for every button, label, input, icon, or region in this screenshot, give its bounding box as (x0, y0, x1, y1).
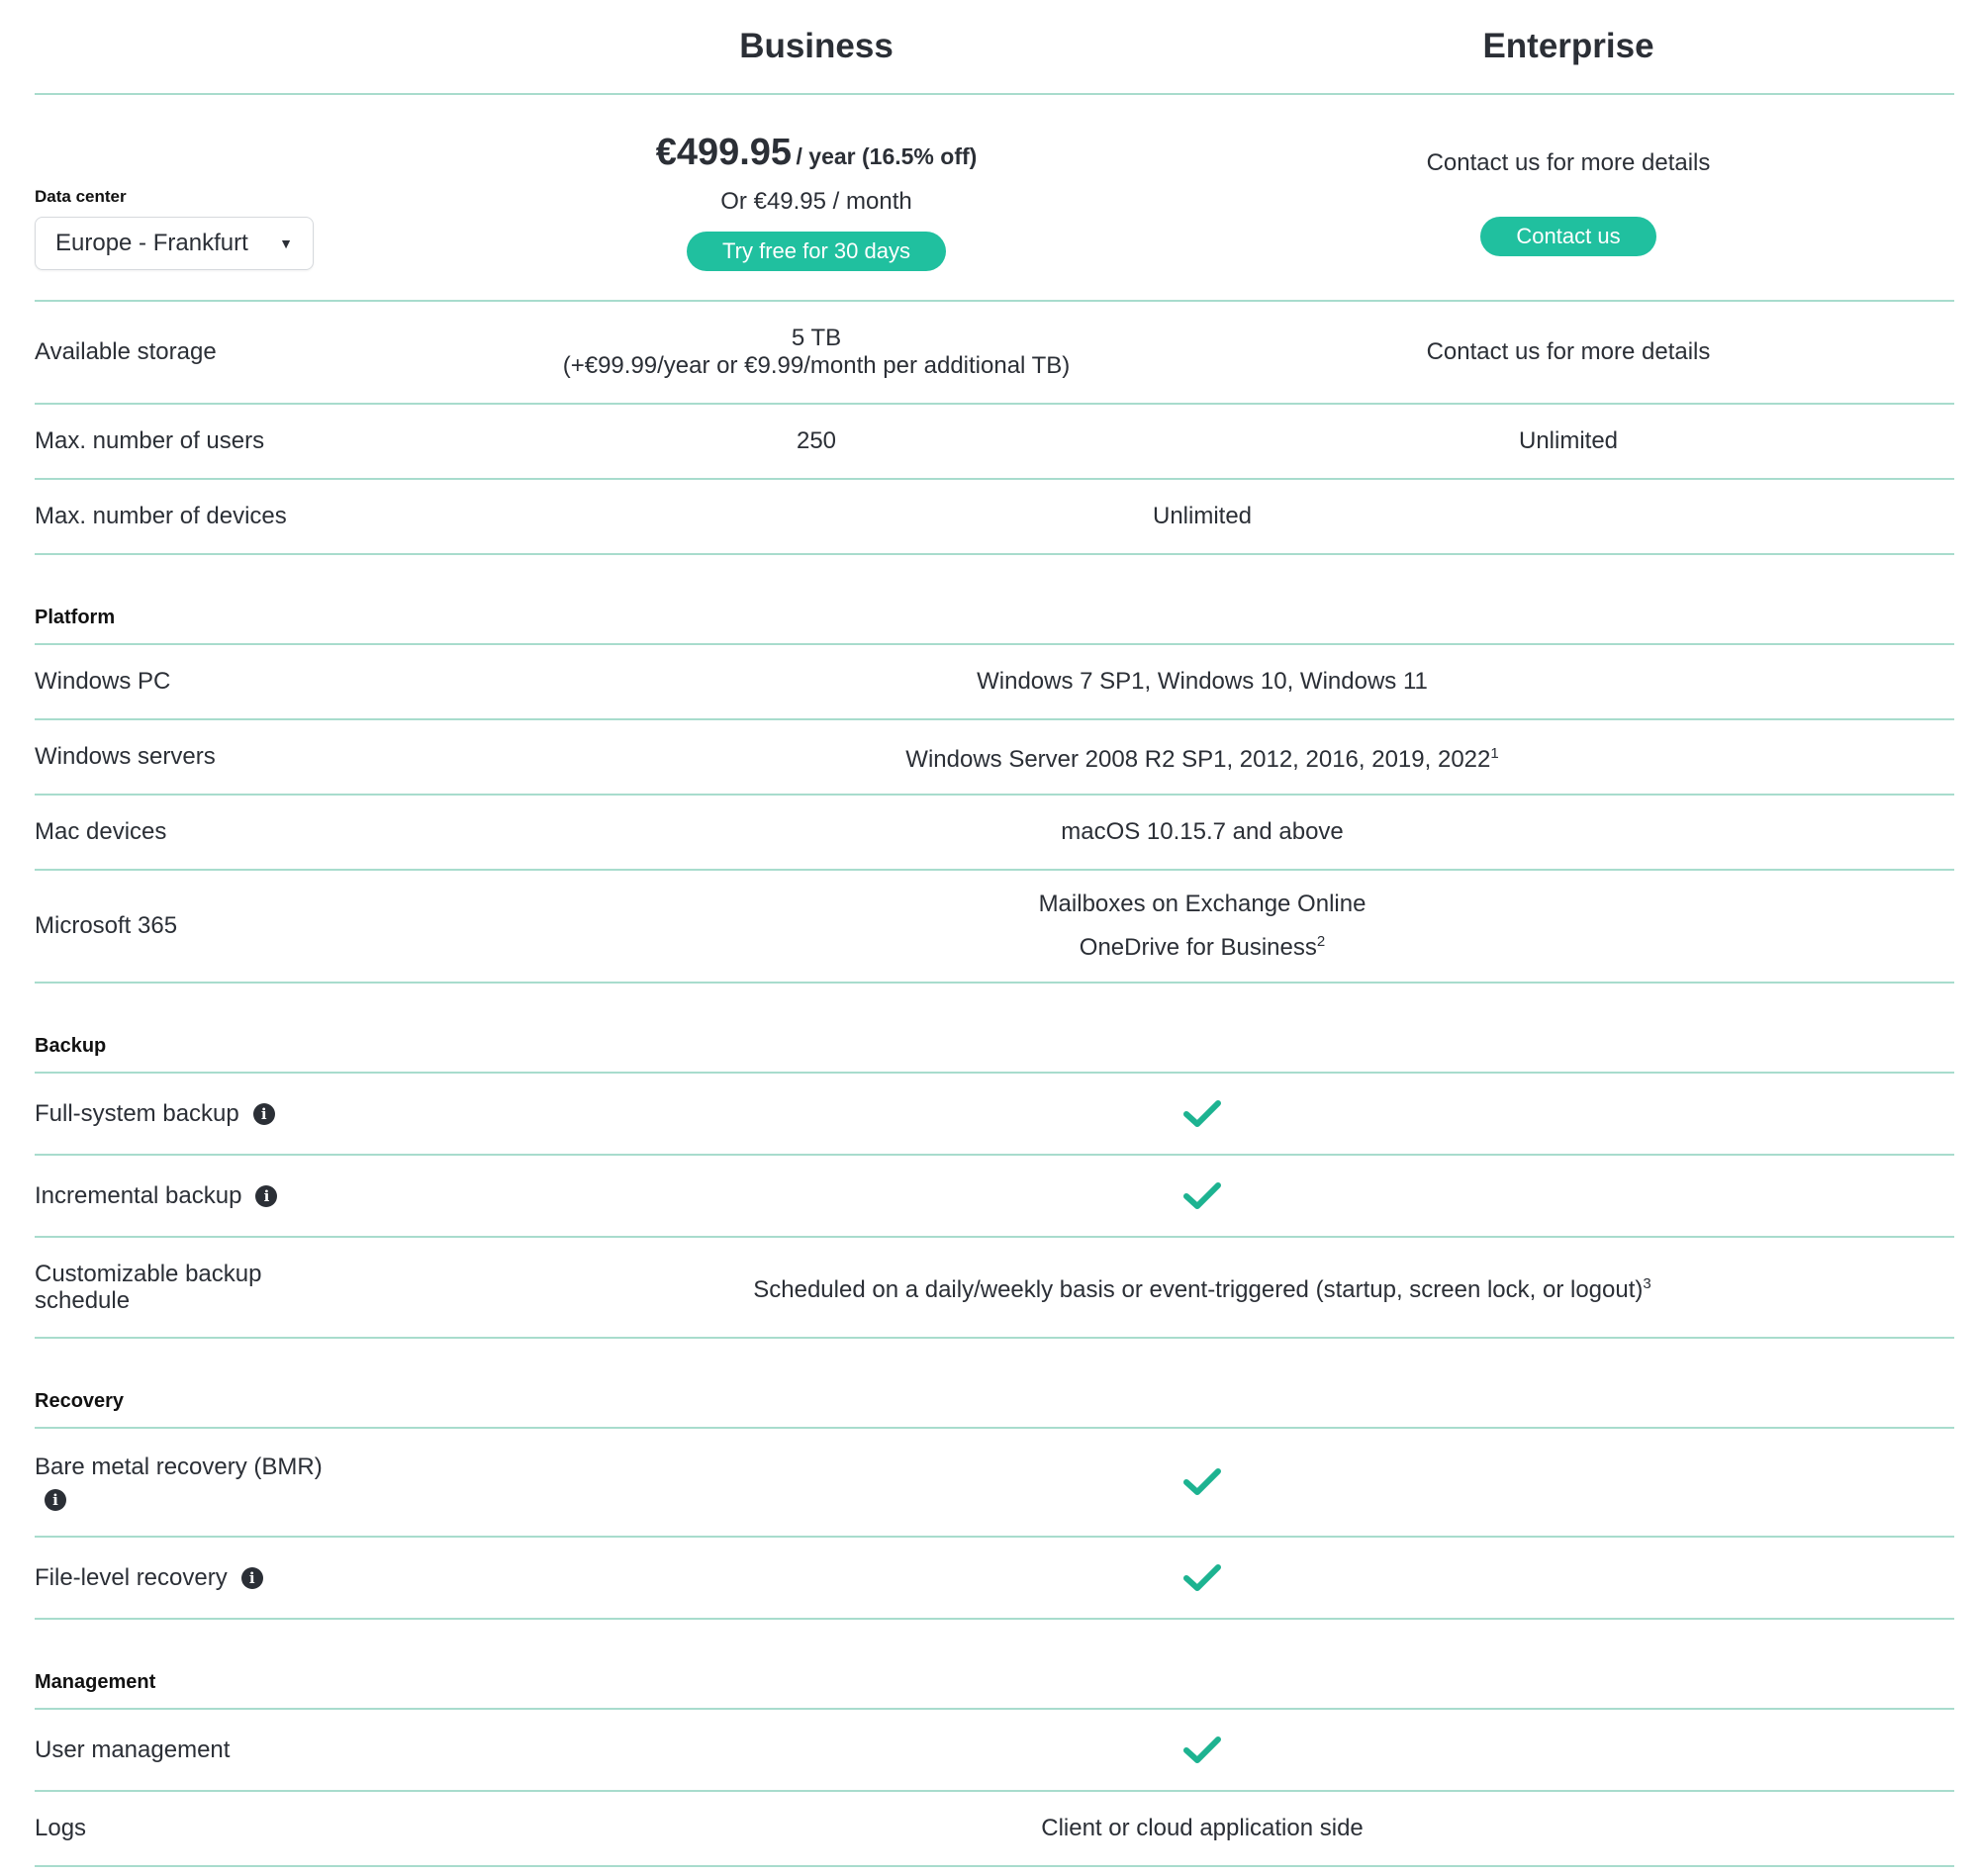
m365-value (450, 886, 1954, 967)
file-recovery-label: File-level recovery (35, 1563, 228, 1591)
m365-onedrive-text: OneDrive for Business (1079, 934, 1317, 961)
users-business: 250 (796, 427, 837, 454)
recovery-section-title: Recovery (35, 1390, 125, 1412)
data-center-block (35, 95, 450, 300)
m365-exchange: Mailboxes on Exchange Online (1038, 891, 1366, 917)
info-icon[interactable]: i (255, 1185, 277, 1207)
bmr-label: Bare metal recovery (BMR) (35, 1454, 323, 1480)
business-price-unit: / year (16.5% off) (796, 143, 978, 169)
backup-section-title: Backup (35, 1035, 107, 1057)
full-backup-row (35, 1074, 1954, 1156)
chevron-down-icon: ▼ (279, 235, 293, 251)
windows-pc-label: Windows PC (35, 668, 171, 695)
footnote-2: 2 (1316, 933, 1326, 950)
contact-us-button[interactable]: Contact us (1480, 217, 1655, 256)
info-icon[interactable]: i (241, 1567, 263, 1589)
devices-value: Unlimited (1152, 503, 1253, 529)
bmr-row (35, 1429, 1954, 1538)
windows-servers-text: Windows Server 2008 R2 SP1, 2012, 2016, 2019, 2022 (905, 746, 1491, 773)
windows-servers-label: Windows servers (35, 743, 216, 770)
checkmark-icon (1183, 1735, 1221, 1765)
management-section-title: Management (35, 1671, 156, 1693)
users-row (35, 405, 1954, 480)
recovery-section-row (35, 1339, 1954, 1429)
m365-onedrive (1080, 923, 1325, 967)
windows-pc-row (35, 645, 1954, 720)
logs-value: Client or cloud application side (1041, 1815, 1364, 1841)
logs-label: Logs (35, 1815, 87, 1841)
plans-header-row (35, 0, 1954, 95)
business-pricing (450, 124, 1182, 271)
footnote-3: 3 (1643, 1275, 1651, 1292)
mac-row (35, 796, 1954, 871)
enterprise-plan-title: Enterprise (1482, 27, 1654, 65)
platform-section-title: Platform (35, 607, 116, 628)
mac-label: Mac devices (35, 818, 167, 845)
backup-schedule-row (35, 1238, 1954, 1339)
checkmark-icon (1183, 1467, 1221, 1497)
users-label: Max. number of users (35, 427, 265, 454)
bmr-check (450, 1467, 1954, 1497)
management-section-row (35, 1620, 1954, 1710)
windows-servers-row (35, 720, 1954, 796)
mac-value: macOS 10.15.7 and above (1061, 818, 1344, 845)
checkmark-icon (1183, 1563, 1221, 1593)
file-recovery-row (35, 1538, 1954, 1620)
user-management-row (35, 1710, 1954, 1792)
devices-row (35, 480, 1954, 555)
checkmark-icon (1183, 1181, 1221, 1211)
incremental-backup-check (450, 1181, 1954, 1211)
business-price (656, 132, 978, 174)
data-center-value: Europe - Frankfurt (55, 230, 248, 256)
user-management-label: User management (35, 1735, 231, 1763)
incremental-backup-label: Incremental backup (35, 1181, 242, 1209)
full-backup-label: Full-system backup (35, 1099, 239, 1127)
info-icon[interactable]: i (45, 1489, 66, 1511)
windows-servers-value (905, 740, 1498, 774)
backup-schedule-text: Scheduled on a daily/weekly basis or event-triggered (startup, screen lock, or logout) (753, 1276, 1644, 1303)
try-free-button[interactable]: Try free for 30 days (687, 232, 946, 271)
file-recovery-check (450, 1563, 1954, 1593)
business-monthly-price: Or €49.95 / month (720, 188, 912, 215)
backup-section-row (35, 984, 1954, 1074)
footnote-1: 1 (1490, 745, 1499, 762)
m365-label: Microsoft 365 (35, 912, 178, 939)
bmr-label-block (35, 1454, 450, 1511)
data-center-select[interactable] (35, 217, 314, 270)
m365-row (35, 871, 1954, 984)
pricing-comparison-table (35, 0, 1954, 1867)
storage-enterprise: Contact us for more details (1426, 338, 1711, 365)
users-enterprise: Unlimited (1518, 427, 1619, 454)
user-management-check (450, 1735, 1954, 1765)
storage-business-extra: (+€99.99/year or €9.99/month per additional TB) (562, 352, 1071, 379)
enterprise-pricing (1182, 140, 1954, 256)
incremental-backup-row (35, 1156, 1954, 1238)
backup-schedule-value (753, 1270, 1650, 1304)
enterprise-contact-text: Contact us for more details (1426, 148, 1711, 176)
windows-pc-value: Windows 7 SP1, Windows 10, Windows 11 (977, 668, 1428, 695)
logs-row (35, 1792, 1954, 1867)
business-plan-title: Business (739, 27, 894, 65)
devices-label: Max. number of devices (35, 503, 287, 529)
storage-label: Available storage (35, 338, 217, 365)
data-center-label: Data center (35, 187, 127, 206)
full-backup-check (450, 1099, 1954, 1129)
checkmark-icon (1183, 1099, 1221, 1129)
storage-row (35, 302, 1954, 405)
pricing-row (35, 95, 1954, 302)
platform-section-row (35, 555, 1954, 645)
backup-schedule-label: Customizable backup schedule (35, 1261, 262, 1314)
storage-business (450, 325, 1182, 380)
storage-business-amount: 5 TB (791, 325, 842, 351)
info-icon[interactable]: i (253, 1103, 275, 1125)
business-price-amount: €499.95 (655, 132, 793, 173)
